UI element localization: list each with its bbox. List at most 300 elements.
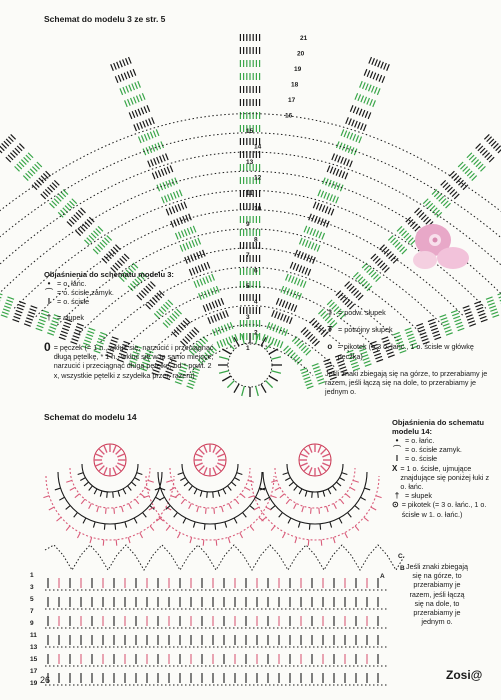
- stitch-mark: [305, 268, 308, 274]
- stitch-mark: [150, 132, 153, 138]
- stitch-mark: [208, 317, 211, 323]
- motif-spoke: [116, 466, 122, 472]
- stitch-mark: [267, 322, 270, 328]
- stitch-mark: [358, 277, 363, 282]
- stitch-mark: [144, 134, 147, 140]
- motif-stitch: [289, 482, 294, 486]
- top-diagram-title: Schemat do modelu 3 ze str. 5: [44, 14, 165, 24]
- stitch-mark: [371, 272, 376, 277]
- motif-spoke: [204, 445, 207, 452]
- stitch-mark: [349, 286, 354, 291]
- stitch-mark: [158, 170, 161, 176]
- stitch-mark: [28, 312, 35, 314]
- row-number: 5: [246, 283, 250, 290]
- center-stitch: [222, 376, 231, 381]
- stitch-mark: [388, 236, 393, 241]
- stitch-mark: [84, 240, 89, 245]
- bottom-legend-item: [392, 500, 496, 518]
- bottom-legend-item: [392, 464, 496, 492]
- stitch-mark: [72, 199, 77, 204]
- stitch-mark: [454, 194, 459, 199]
- stitch-mark: [2, 143, 7, 148]
- motif-spoke: [195, 454, 202, 457]
- stitch-mark: [100, 332, 107, 334]
- stitch-mark: [19, 162, 24, 167]
- motif-spoke: [204, 467, 207, 474]
- legend-slupek-text: = słupek: [57, 313, 84, 322]
- stitch-mark: [81, 208, 86, 213]
- stitch-mark: [93, 249, 98, 254]
- motif-stitch: [318, 492, 319, 498]
- stitch-mark: [364, 265, 369, 270]
- top-legend-item: [44, 297, 204, 306]
- stitch-mark: [64, 322, 71, 324]
- motif-stitch: [56, 517, 61, 521]
- stitch-mark: [178, 232, 181, 238]
- stitch-mark: [475, 304, 482, 306]
- motif-stitch: [311, 508, 312, 514]
- stitch-mark: [48, 330, 55, 332]
- stitch-mark: [138, 81, 141, 87]
- stitch-mark: [369, 270, 374, 275]
- center-stitch: [219, 371, 229, 374]
- stitch-mark: [339, 170, 342, 176]
- stitch-mark: [313, 202, 316, 208]
- stitch-mark: [324, 220, 327, 226]
- stitch-mark: [179, 190, 182, 196]
- row-number: 14: [254, 144, 262, 151]
- stitch-mark: [192, 240, 195, 246]
- stitch-mark: [26, 155, 31, 160]
- stitch-mark: [372, 58, 375, 64]
- motif-spoke: [300, 463, 307, 466]
- stitch-mark: [183, 216, 186, 222]
- bottom-legend-note: Jeśli znaki zbiegają się na górze, to przerabiamy je razem, jeśli łączą się na dole, to przerabiamy je jednym o.: [406, 562, 468, 626]
- motif-stitch: [75, 494, 80, 498]
- stitch-mark: [165, 196, 168, 202]
- motif-stitch: [279, 513, 283, 518]
- stitch-mark: [343, 297, 348, 302]
- motif-spoke: [113, 445, 116, 452]
- motif-stitch: [271, 506, 276, 510]
- stitch-mark: [209, 275, 212, 281]
- bottom-legend-item: [392, 454, 496, 463]
- stitch-mark: [458, 162, 463, 167]
- motif-stitch: [66, 506, 71, 510]
- stitch-mark: [488, 303, 495, 305]
- stitch-mark: [28, 171, 33, 176]
- motif-stitch: [94, 489, 97, 494]
- row-number: 16: [285, 113, 293, 120]
- stitch-mark: [124, 73, 127, 79]
- row-number: 5: [30, 596, 34, 603]
- motif-stitch: [148, 480, 154, 482]
- stitch-mark: [173, 192, 176, 198]
- row-number: 18: [291, 82, 299, 89]
- stitch-mark: [218, 299, 221, 305]
- stitch-mark: [384, 63, 387, 69]
- stitch-mark: [181, 231, 184, 237]
- stitch-mark: [87, 238, 92, 243]
- stitch-mark: [122, 256, 127, 261]
- stitch-mark: [158, 143, 161, 149]
- motif-spoke: [117, 454, 124, 457]
- stitch-mark: [166, 153, 169, 159]
- stitch-mark: [397, 226, 402, 231]
- stitch-mark: [62, 328, 69, 330]
- motif-stitch: [123, 489, 126, 494]
- motif-stitch: [298, 522, 300, 528]
- motif-stitch: [177, 533, 180, 538]
- stitch-mark: [325, 206, 328, 212]
- stitch-mark: [206, 304, 209, 310]
- stitch-mark: [98, 226, 103, 231]
- stitch-mark: [23, 176, 28, 181]
- stitch-mark: [486, 297, 493, 299]
- motif-stitch: [336, 482, 341, 486]
- motif-stitch: [326, 506, 328, 512]
- stitch-mark: [78, 228, 83, 233]
- stitch-mark: [107, 236, 112, 241]
- stitch-mark: [169, 180, 172, 186]
- stitch-mark: [362, 110, 365, 116]
- motif-stitch: [113, 492, 114, 498]
- stitch-mark: [52, 201, 57, 206]
- motif-stitch: [114, 508, 115, 514]
- stitch-mark: [493, 143, 498, 148]
- stitch-mark: [16, 310, 23, 312]
- stitch-mark: [139, 94, 142, 100]
- motif-stitch: [342, 473, 348, 475]
- stitch-mark: [301, 346, 306, 351]
- stitch-mark: [316, 203, 319, 209]
- row-number: 3: [246, 314, 250, 321]
- stitch-mark: [181, 203, 184, 209]
- stitch-mark: [336, 141, 339, 147]
- row-number: 9: [30, 620, 34, 627]
- motif-stitch: [197, 506, 199, 512]
- stitch-mark: [341, 157, 344, 163]
- stitch-mark: [299, 238, 302, 244]
- legend-peczek: [44, 343, 214, 380]
- motif-stitch: [150, 526, 154, 531]
- stitch-mark: [380, 245, 385, 250]
- stitch-mark: [305, 380, 312, 382]
- stitch-mark: [290, 317, 293, 323]
- stitch-mark: [286, 348, 291, 353]
- legend-potrojny-slupek-text: = potrójny słupek: [338, 325, 393, 334]
- stitch-mark: [280, 341, 283, 347]
- motif-spoke: [216, 466, 222, 472]
- stitch-mark: [112, 337, 119, 339]
- bottom-legend-symbol-icon: X: [392, 464, 397, 473]
- stitch-mark: [368, 112, 371, 118]
- stitch-mark: [220, 340, 223, 346]
- row-number: 10: [254, 206, 262, 213]
- row-number: 1: [246, 345, 250, 352]
- stitch-mark: [37, 325, 44, 327]
- stitch-mark: [313, 229, 316, 235]
- motif-stitch: [309, 524, 310, 530]
- motif-stitch: [237, 473, 243, 475]
- motif-spoke: [199, 449, 205, 455]
- stitch-mark: [293, 263, 296, 269]
- motif-stitch: [353, 480, 359, 482]
- stitch-mark: [367, 98, 370, 104]
- stitch-mark: [171, 193, 174, 199]
- stitch-mark: [316, 376, 323, 378]
- stitch-mark: [417, 210, 422, 215]
- stitch-mark: [132, 111, 135, 117]
- stitch-mark: [307, 227, 310, 233]
- stitch-mark: [34, 182, 39, 187]
- stitch-mark: [292, 276, 295, 282]
- stitch-mark: [154, 158, 157, 164]
- stitch-mark: [17, 164, 22, 169]
- stitch-mark: [217, 341, 220, 347]
- stitch-mark: [356, 108, 359, 114]
- stitch-mark: [310, 256, 313, 262]
- stitch-mark: [454, 176, 459, 181]
- stitch-mark: [319, 204, 322, 210]
- motif-stitch: [339, 478, 344, 481]
- top-legend-title: Objaśnienia do schematu modelu 3:: [44, 270, 204, 279]
- stitch-mark: [446, 203, 451, 208]
- stitch-mark: [200, 251, 203, 257]
- legend-slupek: [44, 313, 204, 322]
- stitch-mark: [379, 75, 382, 81]
- stitch-mark: [104, 238, 109, 243]
- stitch-mark: [487, 137, 492, 142]
- motif-stitch: [218, 491, 220, 497]
- stitch-mark: [56, 196, 61, 201]
- stitch-mark: [17, 146, 22, 151]
- stitch-mark: [212, 302, 215, 308]
- center-stitch: [261, 384, 266, 393]
- stitch-mark: [474, 160, 479, 165]
- stitch-mark: [38, 322, 45, 324]
- stitch-mark: [367, 268, 372, 273]
- stitch-mark: [450, 189, 455, 194]
- motif-stitch: [346, 494, 351, 498]
- stitch-mark: [102, 240, 107, 245]
- stitch-mark: [312, 339, 317, 344]
- stitch-mark: [287, 316, 290, 322]
- stitch-mark: [426, 201, 431, 206]
- stitch-mark: [317, 325, 322, 330]
- stitch-mark: [355, 93, 358, 99]
- stitch-mark: [6, 139, 11, 144]
- stitch-mark: [463, 167, 468, 172]
- stitch-mark: [142, 93, 145, 99]
- stitch-mark: [120, 258, 125, 263]
- stitch-mark: [140, 122, 143, 128]
- motif-stitch: [77, 533, 80, 538]
- stitch-mark: [441, 199, 446, 204]
- stitch-mark: [185, 257, 188, 263]
- stitch-mark: [371, 86, 374, 92]
- stitch-mark: [310, 228, 313, 234]
- stitch-mark: [436, 194, 441, 199]
- bottom-legend-text: = o. łańc.: [405, 436, 434, 445]
- stitch-mark: [399, 229, 404, 234]
- stitch-mark: [189, 214, 192, 220]
- stitch-mark: [376, 277, 381, 282]
- stitch-mark: [342, 172, 345, 178]
- stitch-mark: [125, 100, 128, 106]
- motif-stitch: [181, 499, 185, 504]
- motif-spoke: [217, 454, 224, 457]
- center-stitch: [256, 386, 259, 396]
- motif-stitch: [194, 489, 197, 494]
- stitch-mark: [272, 310, 275, 316]
- motif-stitch: [240, 533, 243, 538]
- stitch-mark: [350, 105, 353, 111]
- stitch-mark: [10, 153, 15, 158]
- stitch-mark: [176, 191, 179, 197]
- center-stitch: [227, 381, 234, 388]
- stitch-mark: [167, 167, 170, 173]
- motif-spoke: [322, 454, 329, 457]
- motif-stitch: [166, 480, 172, 482]
- stitch-mark: [146, 120, 149, 126]
- stitch-mark: [61, 192, 66, 197]
- stitch-mark: [306, 332, 311, 337]
- stitch-mark: [87, 334, 94, 336]
- stitch-mark: [480, 166, 485, 171]
- row-number: 21: [300, 35, 308, 42]
- stitch-mark: [302, 239, 305, 245]
- bottom-legend-symbol-icon: I: [392, 454, 402, 463]
- stitch-mark: [330, 167, 333, 173]
- stitch-mark: [461, 182, 466, 187]
- stitch-mark: [89, 328, 96, 330]
- center-ring: [228, 343, 272, 387]
- stitch-mark: [359, 137, 362, 143]
- stitch-mark: [315, 341, 320, 346]
- stitch-mark: [175, 233, 178, 239]
- stitch-mark: [75, 330, 82, 332]
- stitch-mark: [129, 85, 132, 91]
- stitch-mark: [319, 232, 322, 238]
- motif-stitch: [323, 491, 325, 497]
- motif-stitch: [43, 496, 49, 498]
- stitch-mark: [60, 334, 67, 336]
- bottom-legend-item: [392, 491, 496, 500]
- row-number: 6: [254, 268, 258, 275]
- stitch-mark: [354, 291, 359, 296]
- stitch-mark: [317, 379, 324, 381]
- motif-stitch: [128, 537, 130, 543]
- stitch-mark: [0, 146, 4, 151]
- stitch-mark: [163, 323, 168, 328]
- stitch-mark: [124, 254, 129, 259]
- stitch-mark: [26, 318, 33, 320]
- stitch-mark: [109, 252, 114, 257]
- stitch-mark: [45, 189, 50, 194]
- stitch-mark: [366, 84, 369, 90]
- stitch-mark: [4, 141, 9, 146]
- stitch-mark: [374, 87, 377, 93]
- stitch-mark: [293, 355, 298, 360]
- stitch-mark: [356, 275, 361, 280]
- stitch-mark: [312, 364, 319, 366]
- stitch-mark: [361, 123, 364, 129]
- motif-stitch: [81, 499, 85, 504]
- motif-stitch: [100, 491, 102, 497]
- stitch-mark: [230, 322, 233, 328]
- stitch-mark: [161, 169, 164, 175]
- stitch-mark: [77, 324, 84, 326]
- stitch-mark: [430, 206, 435, 211]
- stitch-mark: [346, 117, 349, 123]
- stitch-mark: [276, 298, 279, 304]
- motif-stitch: [223, 489, 226, 494]
- stitch-mark: [0, 292, 2, 294]
- stitch-mark: [153, 131, 156, 137]
- motif-spoke: [104, 445, 107, 452]
- stitch-mark: [364, 69, 367, 75]
- stitch-mark: [120, 61, 123, 67]
- stitch-mark: [347, 302, 352, 307]
- stitch-mark: [115, 76, 118, 82]
- bottom-diagram-title: Schemat do modelu 14: [44, 412, 137, 422]
- stitch-mark: [456, 178, 461, 183]
- stitch-mark: [220, 313, 223, 319]
- bottom-legend-item: [392, 436, 496, 445]
- stitch-mark: [306, 350, 311, 355]
- stitch-mark: [59, 194, 64, 199]
- stitch-mark: [356, 293, 361, 298]
- motif-stitch: [90, 537, 92, 543]
- motif-stitch: [261, 517, 266, 521]
- stitch-mark: [319, 327, 324, 332]
- legend-pikotek: [325, 342, 495, 360]
- stitch-mark: [428, 203, 433, 208]
- stitch-mark: [170, 166, 173, 172]
- stitch-mark: [111, 340, 118, 342]
- stitch-mark: [134, 125, 137, 131]
- stitch-mark: [28, 153, 33, 158]
- motif-stitch: [254, 507, 259, 510]
- stitch-mark: [7, 297, 14, 299]
- stitch-mark: [284, 346, 289, 351]
- row-number: 7: [30, 608, 34, 615]
- stitch-mark: [308, 334, 313, 339]
- stitch-mark: [327, 193, 330, 199]
- stitch-mark: [52, 183, 57, 188]
- stitch-mark: [382, 76, 385, 82]
- stitch-mark: [183, 244, 186, 250]
- stitch-mark: [180, 245, 183, 251]
- stitch-mark: [111, 64, 114, 70]
- pattern-label: B: [400, 565, 405, 572]
- motif-stitch: [174, 513, 178, 518]
- top-legend-item: [44, 279, 204, 288]
- motif-stitch: [204, 524, 205, 530]
- motif-stitch: [255, 497, 260, 500]
- stitch-mark: [300, 280, 303, 286]
- motif-stitch: [55, 488, 61, 490]
- stitch-mark: [157, 157, 160, 163]
- stitch-mark: [359, 109, 362, 115]
- stitch-mark: [88, 331, 95, 333]
- motif-arc: [58, 472, 162, 524]
- crochet-flower-photo: [405, 218, 475, 273]
- motif-stitch: [214, 508, 215, 514]
- motif-stitch: [319, 508, 320, 514]
- row-number: 17: [288, 97, 296, 104]
